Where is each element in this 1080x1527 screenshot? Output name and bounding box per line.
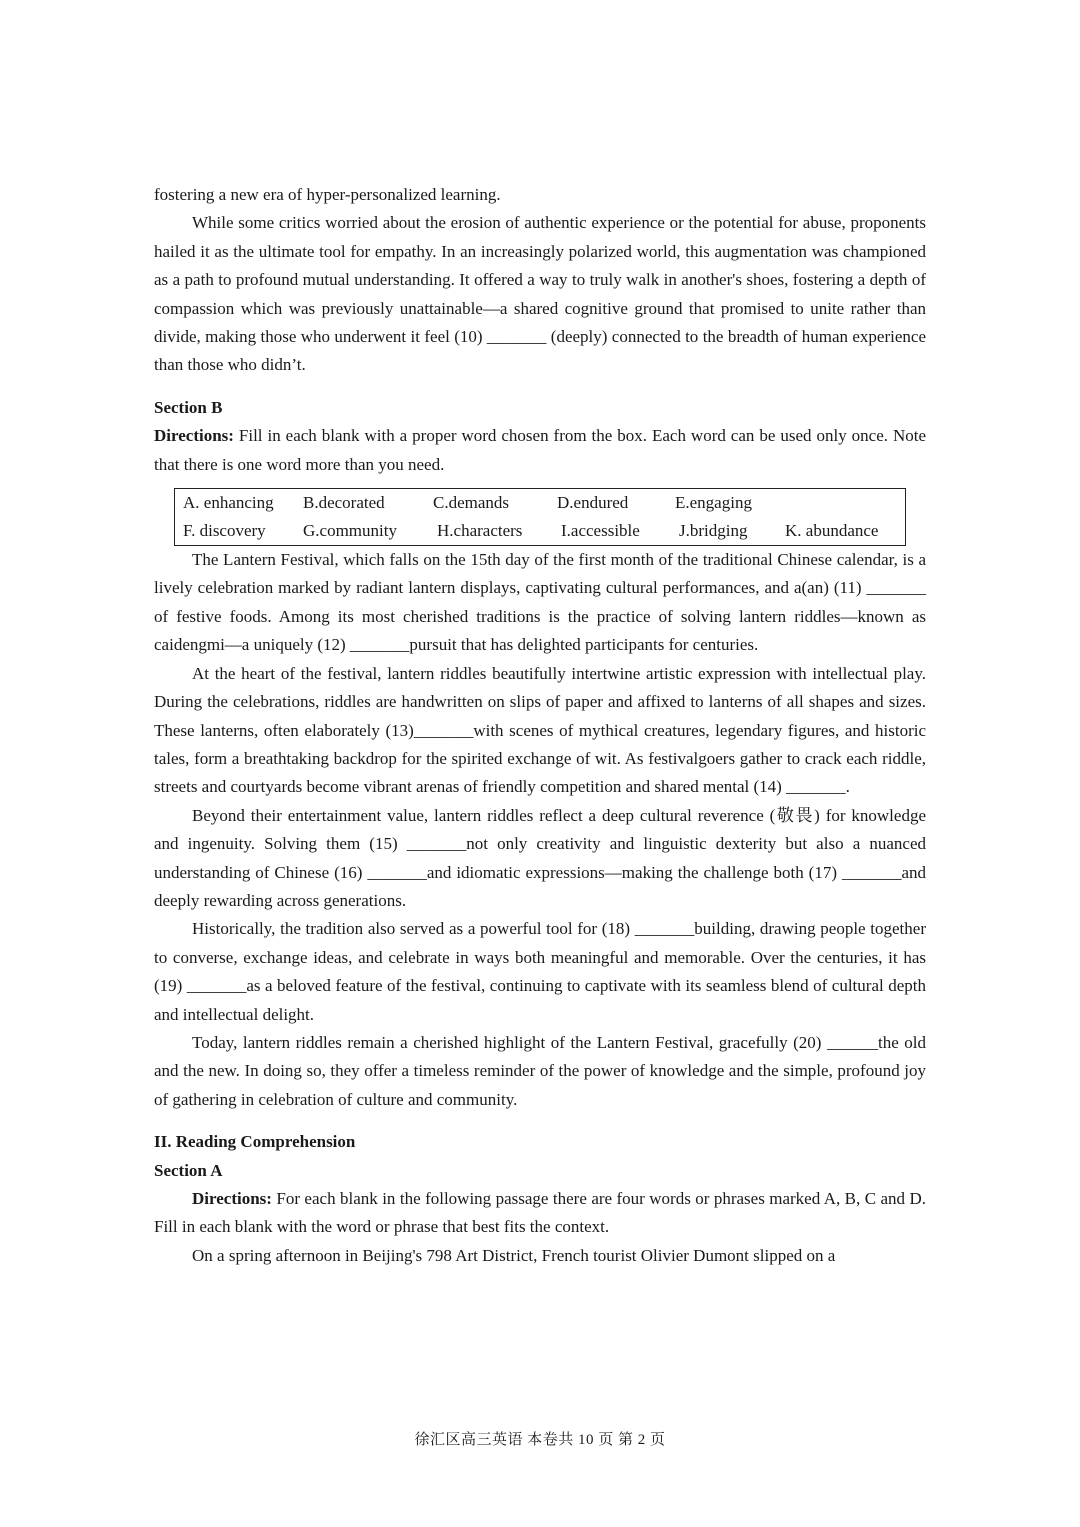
paragraph-empathy: While some critics worried about the erosion of authentic experience or the potential for abuse, proponents hailed it as the ultimate tool for empathy. In an increasingly polarized world, this augmentation was championed as a path to profound mutual understanding. It offered a way to truly walk in another's shoes, fostering a depth of compassion which was previously unattainable—a shared cognitive ground that promised to unite rather than divide, making those who underwent it feel (10) _______ (deeply) connected to the breadth of human experience than those who didn’t. <box>154 213 926 375</box>
word-option: B.decorated <box>303 493 385 513</box>
part-ii-heading: II. Reading Comprehension <box>154 1132 356 1152</box>
section-b-directions <box>154 422 926 479</box>
paragraph-lantern-5: Today, lantern riddles remain a cherished highlight of the Lantern Festival, gracefully (20) ______the old and the new. In doing so, they offer a timeless reminder of the power of knowledge and the simple, profound joy of gathering in celebration of culture and community. <box>154 1032 926 1109</box>
word-option: A. enhancing <box>183 493 274 513</box>
exam-page <box>154 181 926 1270</box>
word-option: I.accessible <box>561 521 640 541</box>
directions-text: For each blank in the following passage there are four words or phrases marked A, B, C and D. Fill in each blank with the word or phrase that best fits the context. <box>154 1189 926 1237</box>
word-option: H.characters <box>437 521 523 541</box>
directions-label: Directions: <box>154 426 234 446</box>
word-option: F. discovery <box>183 521 266 541</box>
page-footer: 徐汇区高三英语 本卷共 10 页 第 2 页 <box>414 1432 666 1448</box>
directions-label: Directions: <box>192 1189 272 1208</box>
word-box <box>174 488 906 546</box>
word-box-row-2 <box>183 517 897 545</box>
word-option: D.endured <box>557 493 629 513</box>
part-ii-directions <box>154 1185 926 1242</box>
paragraph-lantern-2: At the heart of the festival, lantern riddles beautifully intertwine artistic expression with intellectual play. During the celebrations, riddles are handwritten on slips of paper and affixed to lanterns of all shapes and sizes. These lanterns, often elaborately (13)_______with scenes of mythical creatures, legendary figures, and historic tales, form a breathtaking backdrop for the spirited exchange of wit. As festivalgoers gather to crack each riddle, streets and courtyards become vibrant arenas of friendly competition and shared mental (14) _______. <box>154 663 926 797</box>
word-box-row-1 <box>183 489 897 517</box>
directions-text: Fill in each blank with a proper word chosen from the box. Each word can be used only once. Note that there is one word more than you need. <box>154 426 926 474</box>
word-option: K. abundance <box>785 521 879 541</box>
word-option: C.demands <box>433 493 510 513</box>
paragraph-lantern-3: Beyond their entertainment value, lantern riddles reflect a deep cultural reverence (敬畏) for knowledge and ingenuity. Solving them (15) _______not only creativity and linguistic dexterity but also a nuanced understanding of Chinese (16) _______and idiomatic expressions—making the challenge both (17) _______and deeply rewarding across generations. <box>154 805 926 910</box>
part-ii-section-heading: Section A <box>154 1160 223 1180</box>
word-option: E.engaging <box>675 493 752 513</box>
paragraph-continuation: fostering a new era of hyper-personalized learning. <box>154 185 501 204</box>
word-option: G.community <box>303 521 397 541</box>
paragraph-lantern-4: Historically, the tradition also served as a powerful tool for (18) _______building, drawing people together to converse, exchange ideas, and celebrate in ways both meaningful and memorable. Over the centuries, it has (19) _______as a beloved feature of the festival, continuing to captivate with its seamless blend of cultural depth and intellectual delight. <box>154 919 926 1024</box>
paragraph-lantern-1: The Lantern Festival, which falls on the 15th day of the first month of the traditional Chinese calendar, is a lively celebration marked by radiant lantern displays, captivating cultural performances, and a(an) (11) _______ of festive foods. Among its most cherished traditions is the practice of solving lantern riddles—known as caidengmi—a uniquely (12) _______pursuit that has delighted participants for centuries. <box>154 550 926 655</box>
section-b-heading: Section B <box>154 397 223 417</box>
passage-start: On a spring afternoon in Beijing's 798 Art District, French tourist Olivier Dumont slipped on a <box>192 1245 836 1265</box>
word-option: J.bridging <box>679 521 748 541</box>
